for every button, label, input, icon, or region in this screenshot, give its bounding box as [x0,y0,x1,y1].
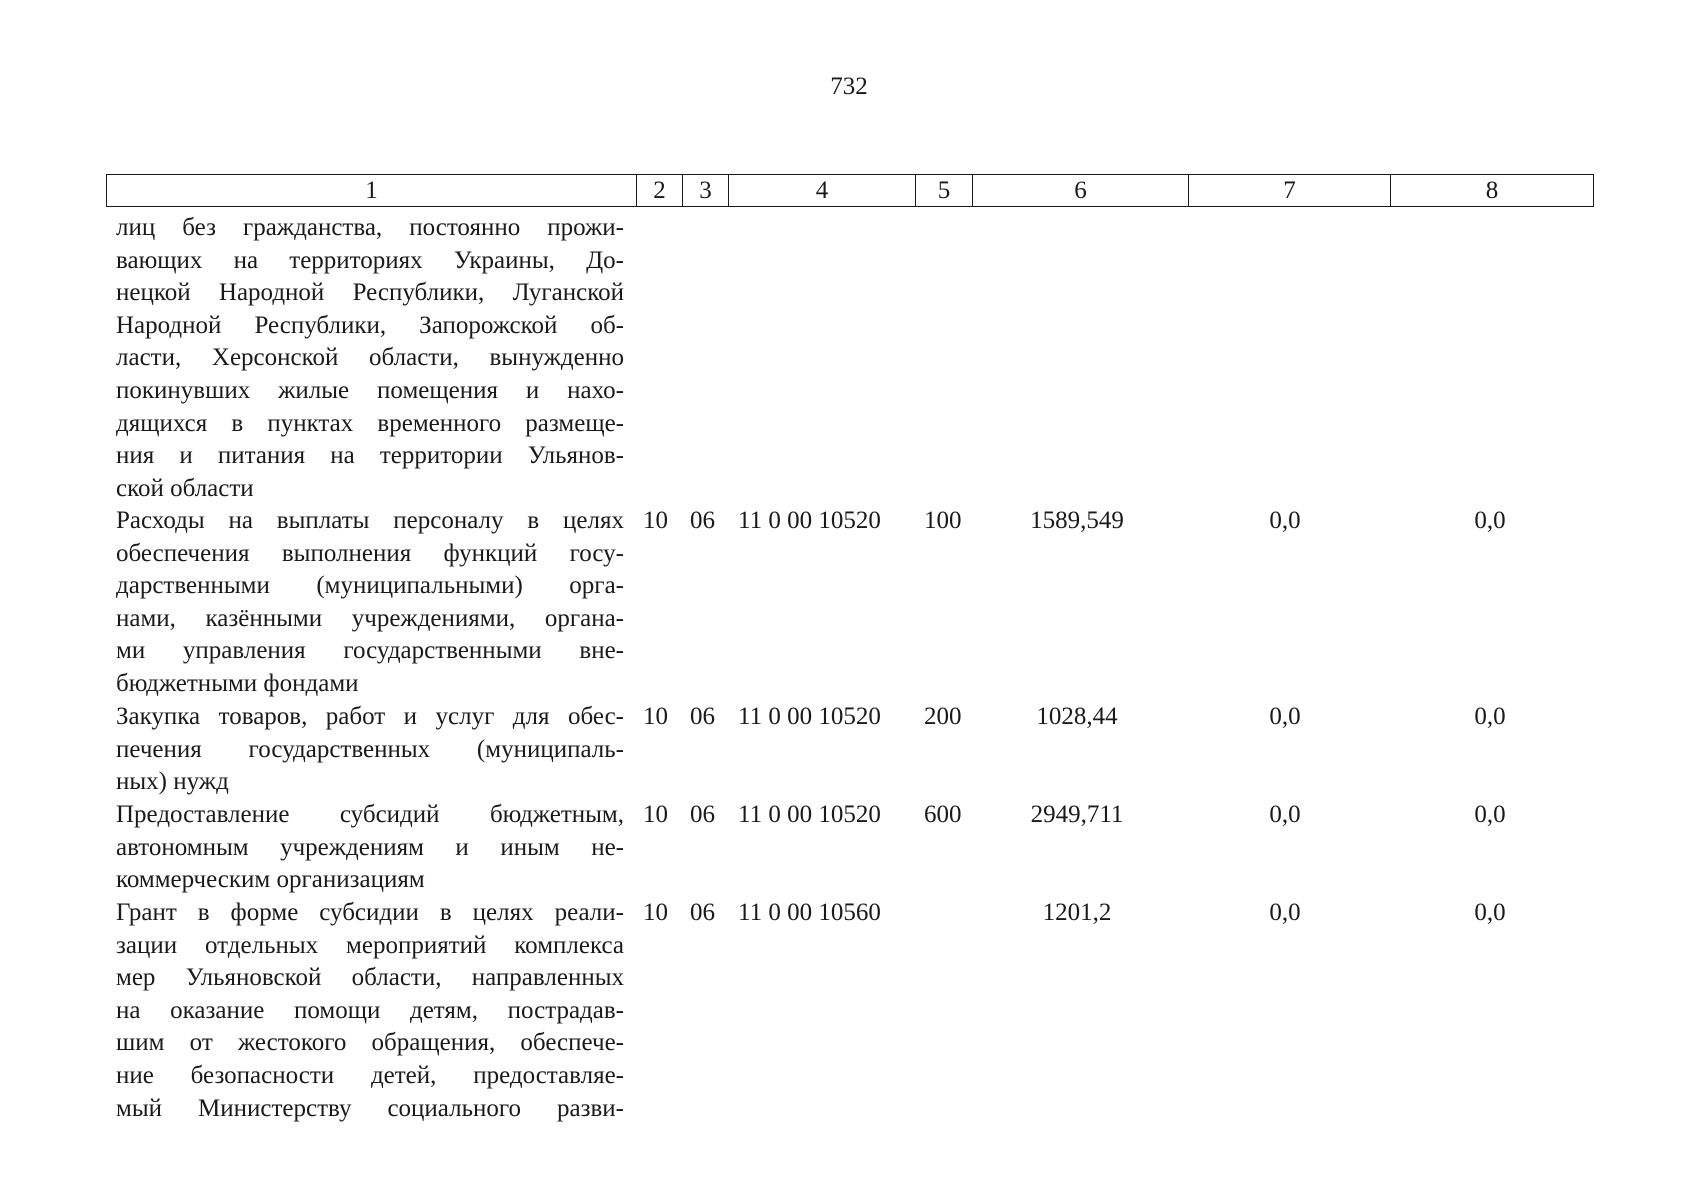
row-description [116,897,624,1125]
header-col-7: 7 [1189,175,1391,207]
description-line: обеспечения выполнения функций госу- [116,539,624,567]
description-line: на оказание помощи детям, пострадав- [116,996,624,1024]
page-number: 732 [830,73,868,100]
row-description [116,212,624,505]
description-line: ми управления государственными вне- [116,637,624,665]
description-line: дарственными (муниципальными) орга- [116,572,624,600]
amount-col-7: 0,0 [1269,899,1301,926]
description-line: бюджетными фондами [116,669,359,697]
description-line: печения государственных (муниципаль- [116,735,624,763]
section-code: 10 [643,899,668,926]
description-line: Народной Республики, Запорожской об- [116,311,624,339]
section-code: 10 [643,801,668,828]
description-line: мый Министерству социального разви- [116,1094,624,1122]
subsection-code: 06 [690,703,715,730]
expense-type-code: 100 [924,507,962,534]
header-col-5: 5 [916,175,973,207]
section-code: 10 [643,507,668,534]
description-line: шим от жестокого обращения, обеспече- [116,1029,624,1057]
row-description [116,799,624,897]
description-line: вающих на территориях Украины, До- [116,246,624,274]
target-article-code: 11 0 00 10560 [738,899,881,926]
description-line: ние безопасности детей, предоставляе- [116,1061,624,1089]
description-line: ния и питания на территории Ульянов- [116,442,624,470]
row-description [116,701,624,799]
row-description [116,505,624,701]
description-line: лиц без гражданства, постоянно прожи- [116,214,624,241]
description-line: Закупка товаров, работ и услуг для обес- [116,703,624,730]
subsection-code: 06 [690,899,715,926]
description-line: Расходы на выплаты персоналу в целях [116,507,624,534]
description-line: Предоставление субсидий бюджетным, [116,801,624,828]
header-col-1: 1 [107,175,637,207]
amount-col-8: 0,0 [1474,703,1506,730]
amount-col-6: 2949,711 [1030,801,1124,828]
expense-type-code: 200 [924,703,962,730]
section-code: 10 [643,703,668,730]
target-article-code: 11 0 00 10520 [738,801,881,828]
amount-col-8: 0,0 [1474,899,1506,926]
description-line: мер Ульяновской области, направленных [116,964,624,992]
amount-col-6: 1028,44 [1036,703,1118,730]
header-col-8: 8 [1391,175,1594,207]
description-line: нами, казёнными учреждениями, органа- [116,604,624,632]
description-line: ных) нужд [116,768,229,796]
amount-col-8: 0,0 [1474,507,1506,534]
description-line: дящихся в пунктах временного размеще- [116,409,624,437]
description-line: автономным учреждениям и иным не- [116,833,624,861]
table-header [106,174,1594,207]
amount-col-6: 1201,2 [1042,899,1112,926]
description-line: ласти, Херсонской области, вынужденно [116,344,624,372]
subsection-code: 06 [690,507,715,534]
description-line: Грант в форме субсидии в целях реали- [116,899,624,926]
description-line: зации отдельных мероприятий комплекса [116,931,624,959]
amount-col-7: 0,0 [1269,507,1301,534]
description-line: нецкой Народной Республики, Луганской [116,279,624,307]
description-line: покинувших жилые помещения и нахо- [116,376,624,404]
header-col-4: 4 [729,175,916,207]
description-line: ской области [116,474,254,502]
amount-col-8: 0,0 [1474,801,1506,828]
description-line: коммерческим организациям [116,866,425,894]
subsection-code: 06 [690,801,715,828]
header-col-3: 3 [683,175,729,207]
expense-type-code: 600 [924,801,962,828]
header-col-6: 6 [973,175,1189,207]
header-col-2: 2 [637,175,683,207]
amount-col-6: 1589,549 [1030,507,1124,534]
amount-col-7: 0,0 [1269,703,1301,730]
target-article-code: 11 0 00 10520 [738,507,881,534]
target-article-code: 11 0 00 10520 [738,703,881,730]
amount-col-7: 0,0 [1269,801,1301,828]
